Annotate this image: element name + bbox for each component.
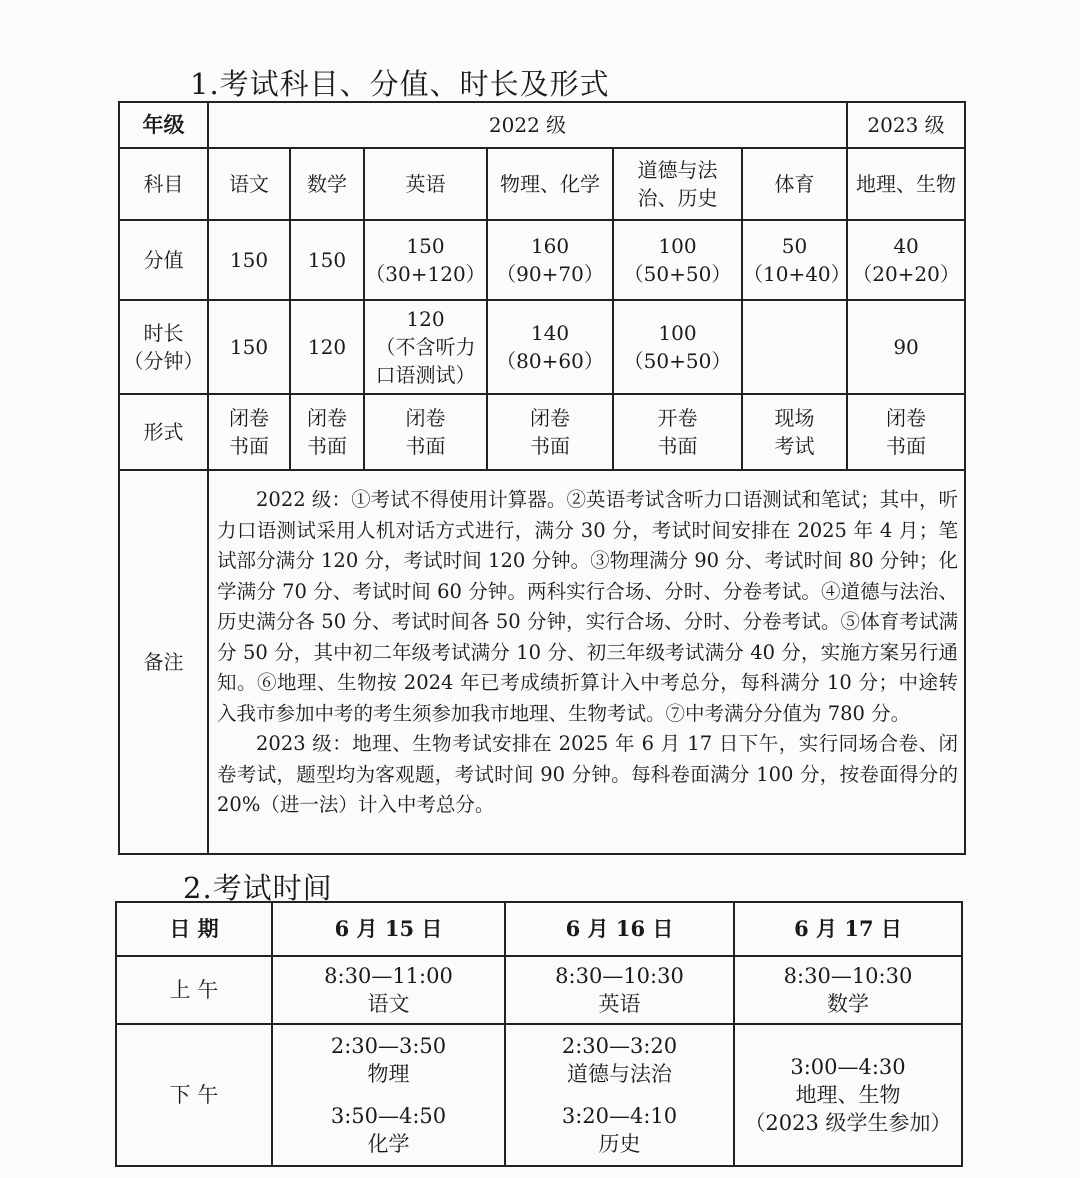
exam-subject: 历史 xyxy=(598,1132,641,1156)
duration-cell xyxy=(208,300,290,394)
score-value: 50 xyxy=(781,234,808,258)
score-cell xyxy=(487,220,613,300)
format-line: 现场 xyxy=(774,406,815,430)
subject-cell: 物理、化学 xyxy=(487,148,613,220)
exam-subject: 英语 xyxy=(598,992,641,1016)
format-line: 闭卷 xyxy=(229,406,269,430)
duration-cell xyxy=(487,300,613,394)
grade-header: 年级 xyxy=(119,102,208,148)
format-cell xyxy=(742,394,847,470)
score-cell xyxy=(208,220,290,300)
exam-subject: 道德与法治 xyxy=(567,1062,672,1086)
afternoon-label: 下 午 xyxy=(116,1024,272,1166)
morning-label: 上 午 xyxy=(116,956,272,1024)
exam-subject: 物理 xyxy=(367,1062,410,1086)
format-line: 闭卷 xyxy=(886,406,927,430)
format-line: 书面 xyxy=(405,434,446,458)
exam-time: 3:50—4:50 xyxy=(330,1104,447,1128)
schedule-cell xyxy=(734,956,962,1024)
exam-time: 8:30—10:30 xyxy=(555,964,684,988)
duration-note: （不含听力 xyxy=(375,335,476,359)
duration-cell xyxy=(742,300,847,394)
duration-value: 90 xyxy=(893,335,919,359)
duration-note: 口语测试） xyxy=(375,363,476,387)
format-line: 闭卷 xyxy=(405,406,446,430)
subject-cell: 地理、生物 xyxy=(847,148,965,220)
score-value: 160 xyxy=(530,234,570,258)
score-cell xyxy=(847,220,965,300)
format-line: 闭卷 xyxy=(307,406,347,430)
date-column-header: 6 月 17 日 xyxy=(734,902,962,956)
exam-subject: 地理、生物 xyxy=(795,1083,901,1107)
format-cell xyxy=(208,394,290,470)
format-cell xyxy=(290,394,364,470)
duration-unit: （分钟） xyxy=(123,349,204,373)
date-column-header: 6 月 15 日 xyxy=(272,902,505,956)
score-value: 150 xyxy=(307,248,347,272)
schedule-cell xyxy=(734,1024,962,1166)
score-breakdown: （30+120） xyxy=(365,262,486,286)
score-value: 40 xyxy=(893,234,919,258)
format-line: 书面 xyxy=(530,434,570,458)
subject-cell: 数学 xyxy=(290,148,364,220)
subject-cell: 道德与法治、历史 xyxy=(613,148,742,220)
format-cell xyxy=(487,394,613,470)
format-line: 书面 xyxy=(886,434,927,458)
grade-2023-header: 2023 级 xyxy=(847,102,965,148)
duration-breakdown: （80+60） xyxy=(496,349,604,373)
format-line: 书面 xyxy=(229,434,269,458)
format-line: 考试 xyxy=(774,434,815,458)
duration-cell xyxy=(364,300,487,394)
score-cell xyxy=(290,220,364,300)
schedule-cell xyxy=(505,956,734,1024)
exam-subject: 化学 xyxy=(367,1132,410,1156)
duration-row-label xyxy=(119,300,208,394)
exam-subject: 语文 xyxy=(367,992,410,1016)
duration-cell xyxy=(847,300,965,394)
subject-row-label: 科目 xyxy=(119,148,208,220)
date-header: 日 期 xyxy=(116,902,272,956)
format-line: 开卷 xyxy=(657,406,698,430)
exam-note: （2023 级学生参加） xyxy=(744,1111,952,1135)
notes-cell xyxy=(208,470,965,854)
score-value: 150 xyxy=(229,248,269,272)
score-value: 150 xyxy=(406,234,445,258)
duration-value: 140 xyxy=(530,321,570,345)
score-breakdown: （50+50） xyxy=(623,262,732,286)
format-cell xyxy=(364,394,487,470)
date-column-header: 6 月 16 日 xyxy=(505,902,734,956)
score-cell xyxy=(613,220,742,300)
schedule-cell xyxy=(272,1024,505,1166)
grade-2022-header: 2022 级 xyxy=(208,102,847,148)
schedule-cell xyxy=(272,956,505,1024)
format-line: 闭卷 xyxy=(530,406,570,430)
score-row-label: 分值 xyxy=(119,220,208,300)
score-breakdown: （90+70） xyxy=(496,262,604,286)
exam-time: 3:20—4:10 xyxy=(561,1104,678,1128)
section1-title: 1.考试科目、分值、时长及形式 xyxy=(190,67,610,101)
notes-row-label: 备注 xyxy=(119,470,208,854)
score-breakdown: （10+40） xyxy=(743,262,851,286)
duration-breakdown: （50+50） xyxy=(623,349,732,373)
duration-cell xyxy=(613,300,742,394)
score-cell xyxy=(364,220,487,300)
score-breakdown: （20+20） xyxy=(852,262,960,286)
schedule-cell xyxy=(505,1024,734,1166)
exam-time: 3:00—4:30 xyxy=(790,1055,906,1079)
format-line: 书面 xyxy=(307,434,347,458)
spacer xyxy=(273,1088,504,1102)
duration-value: 100 xyxy=(658,321,697,345)
exam-subject: 数学 xyxy=(827,992,869,1016)
format-cell xyxy=(613,394,742,470)
exam-time: 2:30—3:20 xyxy=(561,1034,678,1058)
score-cell xyxy=(742,220,851,300)
notes-2022-paragraph: 2022 级：①考试不得使用计算器。②英语考试含听力口语测试和笔试；其中，听力口语测试采用人机对话方式进行，满分 30 分，考试时间安排在 2025 年 4 月；笔试部分满分 120 分，考试时间 120 分钟。③物理满分 90 分、考试时间 80 分钟；化学满分 70 分、考试时间 60 分钟。两科实行合场、分时、分卷考试。④道德与法治、历史满分各 50 分、考试时间各 50 分钟，实行合场、分时、分卷考试。⑤体育考试满分 50 分，其中初二年级考试满分 10 分、初三年级考试满分 40 分，实施方案另行通知。⑥地理、生物按 2024 年已考成绩折算计入中考总分，每科满分 10 分；中途转入我市参加中考的考生须参加我市地理、生物考试。⑦中考满分分值为 780 分。 xyxy=(217,488,959,725)
subject-cell: 语文 xyxy=(208,148,290,220)
score-value: 100 xyxy=(658,234,697,258)
exam-time: 8:30—10:30 xyxy=(783,964,913,988)
format-row-label: 形式 xyxy=(119,394,208,470)
duration-label: 时长 xyxy=(143,321,184,345)
duration-cell xyxy=(290,300,364,394)
exam-schedule-table xyxy=(115,901,963,1167)
exam-time: 2:30—3:50 xyxy=(330,1034,447,1058)
exam-subjects-table xyxy=(118,101,966,855)
exam-time: 8:30—11:00 xyxy=(324,964,453,988)
subject-cell: 英语 xyxy=(364,148,487,220)
duration-value: 150 xyxy=(229,335,269,359)
spacer xyxy=(506,1088,733,1102)
format-line: 书面 xyxy=(657,434,698,458)
subject-cell: 体育 xyxy=(742,148,847,220)
format-cell xyxy=(847,394,965,470)
duration-value: 120 xyxy=(307,335,347,359)
duration-value: 120 xyxy=(406,307,445,331)
section2-title: 2.考试时间 xyxy=(183,871,333,905)
notes-2023-paragraph: 2023 级：地理、生物考试安排在 2025 年 6 月 17 日下午，实行同场合卷、闭卷考试，题型均为客观题，考试时间 90 分钟。每科卷面满分 100 分，按卷面得分的 20%（进一法）计入中考总分。 xyxy=(217,732,959,816)
